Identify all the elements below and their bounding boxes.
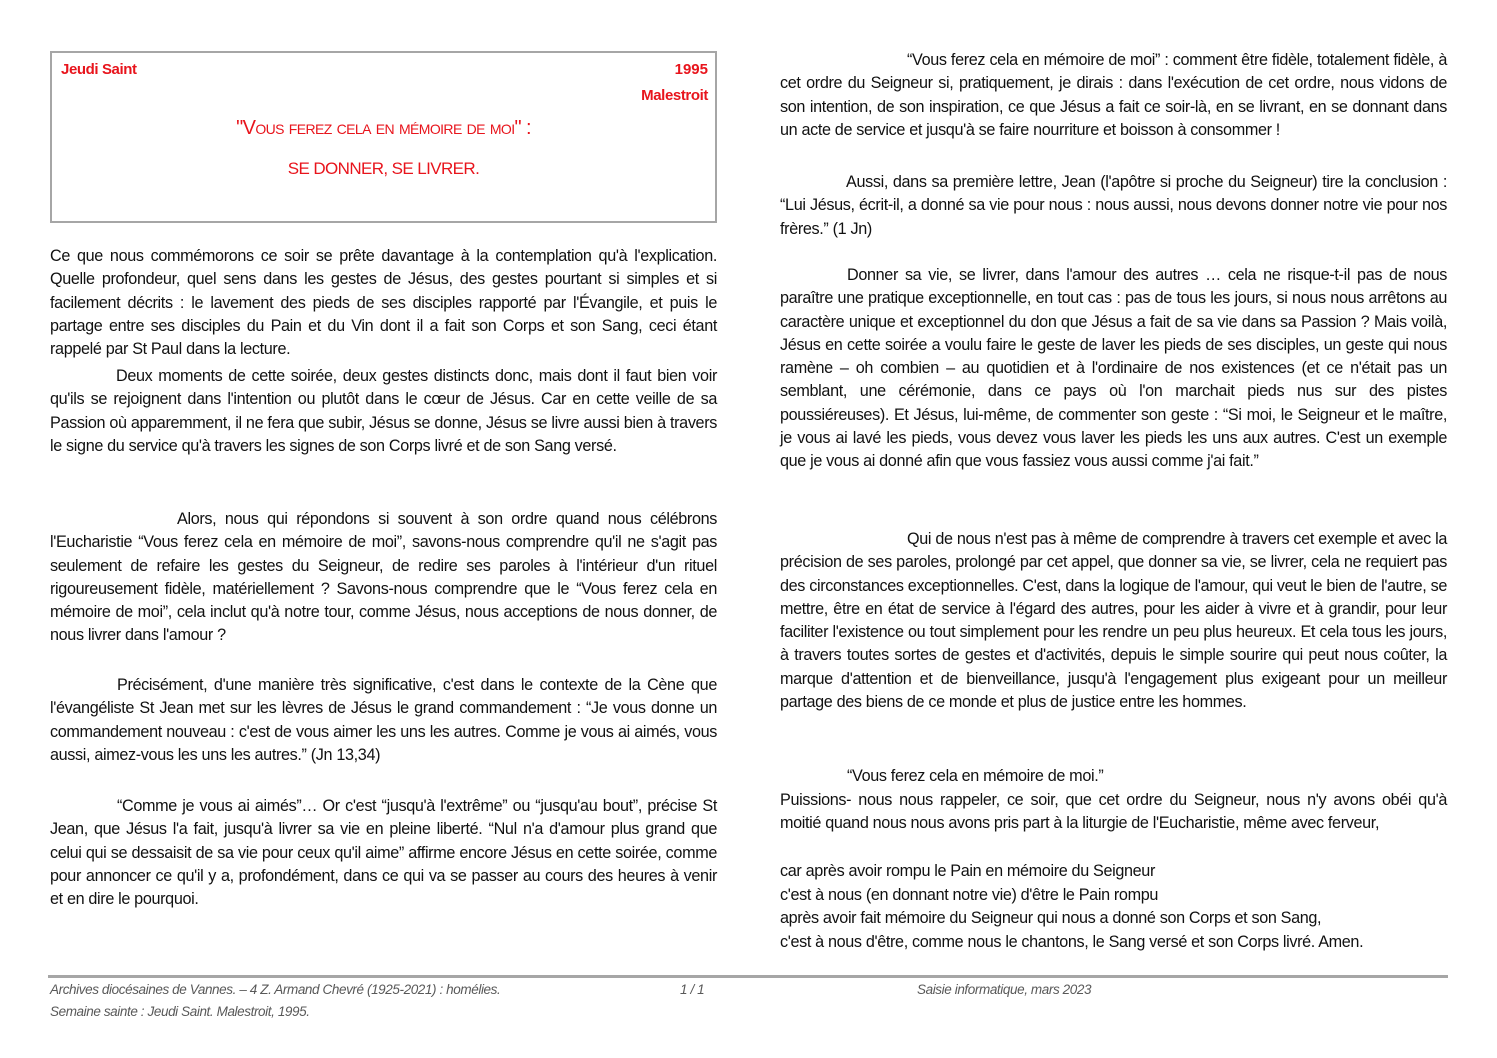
- paragraph: Donner sa vie, se livrer, dans l'amour des autres … cela ne risque-t-il pas de nous paraître une pratique exceptionnelle, en tout cas : pas de tous les jours, si nous nous arrêtons au caractère unique et exceptionnel du don que Jésus a fait de sa vie dans sa Passion ? Mais voilà, Jésus en cette soirée a voulu faire le geste de laver les pieds de ses disciples, un geste qui nous ramène – oh combien – au quotidien et à l'ordinaire de nos existences (et ce n'était pas un semblant, une cérémonie, dans ce pays où l'on marchait pieds nus sur des pistes poussiéreuses). Et Jésus, lui-même, de commenter son geste : “Si moi, le Seigneur et le maître, je vous ai lavé les pieds, vous devez vous laver les pieds les uns aux autres. C'est un exemple que je vous ai donné afin que vous fassiez vous aussi comme j'ai fait.”: [780, 266, 1447, 471]
- paragraph: “Comme je vous ai aimés”… Or c'est “jusqu'à l'extrême” ou “jusqu'au bout”, précise St Jean, que Jésus l'a fait, jusqu'à livrer sa vie en pleine liberté. “Nul n'a d'amour plus grand que celui qui se dessaisit de sa vie pour ceux qu'il aime” affirme encore Jésus en cette soirée, comme pour annoncer ce qu'il y a, profondément, dans ce qui va se passer au cours des heures à venir et en dire le pourquoi.: [50, 797, 717, 909]
- closing-line: car après avoir rompu le Pain en mémoire du Seigneur: [780, 862, 1155, 880]
- paragraph: Aussi, dans sa première lettre, Jean (l'apôtre si proche du Seigneur) tire la conclusion : “Lui Jésus, écrit-il, a donné sa vie pour nous : nous aussi, nous devons donner notre vie pour nos frères.” (1 Jn): [780, 173, 1447, 238]
- paragraph: Qui de nous n'est pas à même de comprendre à travers cet exemple et avec la précision de ses paroles, prolongé par cet appel, que donner sa vie, se livrer, cela ne requiert pas des circonstances exceptionnelles. C'est, dans la logique de l'amour, qui veut le bien de l'autre, se mettre, être en état de service à l'égard des autres, pour les aider à vivre et à grandir, pour leur faciliter l'existence ou tout simplement pour les rendre un peu plus heureux. Et cela tous les jours, à travers toutes sortes de gestes et d'activités, depuis le simple sourire qui peut nous coûter, la marque d'attention et de bienveillance, jusqu'à l'engagement plus exigeant pour un meilleur partage des biens de ce monde et plus de justice entre les hommes.: [780, 530, 1447, 712]
- closing-line: c'est à nous (en donnant notre vie) d'être le Pain rompu: [780, 886, 1159, 904]
- closing-line: après avoir fait mémoire du Seigneur qui nous a donné son Corps et son Sang,: [780, 909, 1322, 927]
- closing-line: c'est à nous d'être, comme nous le chantons, le Sang versé et son Corps livré. Amen.: [780, 933, 1364, 951]
- paragraph: “Vous ferez cela en mémoire de moi” : comment être fidèle, totalement fidèle, à cet ordre du Seigneur si, pratiquement, je dirais : dans l'exécution de cet ordre, nous vidons de son intention, de son inspiration, ce que Jésus a fait ce soir-là, en se livrant, en se donnant dans un acte de service et jusqu'à se faire nourriture et boisson à consommer !: [780, 51, 1447, 139]
- year-label: 1995: [674, 61, 708, 78]
- footer-subject: Semaine sainte : Jeudi Saint. Malestroit, 1995.: [50, 1004, 310, 1019]
- paragraph: Alors, nous qui répondons si souvent à son ordre quand nous célébrons l'Eucharistie “Vous ferez cela en mémoire de moi”, savons-nous comprendre qu'il ne s'agit pas seulement de refaire les gestes du Seigneur, de redire ses paroles à l'intérieur d'un rituel rigoureusement fidèle, matériellement ? Savons-nous comprendre que le “Vous ferez cela en mémoire de moi”, cela inclut qu'à notre tour, comme Jésus, nous acceptions de nous donner, de nous livrer dans l'amour ?: [50, 510, 717, 645]
- footer-page-number: 1 / 1: [680, 982, 705, 997]
- footer-entry-date: Saisie informatique, mars 2023: [917, 982, 1092, 997]
- homily-title-text: "Vous ferez cela en mémoire de moi" :: [236, 117, 531, 139]
- homily-subtitle: SE DONNER, SE LIVRER.: [287, 159, 480, 178]
- place-label: Malestroit: [641, 87, 708, 104]
- footer-divider: [48, 975, 1448, 978]
- paragraph: Précisément, d'une manière très significative, c'est dans le contexte de la Cène que l'évangéliste St Jean met sur les lèvres de Jésus le grand commandement : “Je vous donne un commandement nouveau : c'est de vous aimer les uns les autres. Comme je vous ai aimés, vous aussi, aimez-vous les uns les autres.” (Jn 13,34): [50, 676, 717, 764]
- closing-line: Puissions- nous nous rappeler, ce soir, que cet ordre du Seigneur, nous n'y avons obéi qu'à moitié quand nous nous avons pris part à la liturgie de l'Eucharistie, même avec ferveur,: [780, 791, 1447, 833]
- occasion-label: Jeudi Saint: [61, 61, 137, 78]
- footer-source: Archives diocésaines de Vannes. – 4 Z. Armand Chevré (1925-2021) : homélies.: [50, 982, 501, 997]
- header-box: [50, 51, 717, 223]
- paragraph: Ce que nous commémorons ce soir se prête davantage à la contemplation qu'à l'explication. Quelle profondeur, quel sens dans les gestes de Jésus, des gestes pourtant si simples et si facilement décrits : le lavement des pieds de ses disciples rapporté par l'Évangile, et puis le partage entre ses disciples du Pain et du Vin dont il a fait son Corps et son Sang, ceci étant rappelé par St Paul dans la lecture.: [50, 247, 717, 359]
- paragraph: Deux moments de cette soirée, deux gestes distincts donc, mais dont il faut bien voir qu'ils se rejoignent dans l'intention ou plutôt dans le cœur de Jésus. Car en cette veille de sa Passion où apparemment, il ne fera que subir, Jésus se donne, Jésus se livre aussi bien à travers le signe du service qu'à travers les signes de son Corps livré et de son Sang versé.: [50, 367, 717, 455]
- closing-quote: “Vous ferez cela en mémoire de moi.”: [847, 767, 1104, 785]
- homily-title: [52, 117, 715, 140]
